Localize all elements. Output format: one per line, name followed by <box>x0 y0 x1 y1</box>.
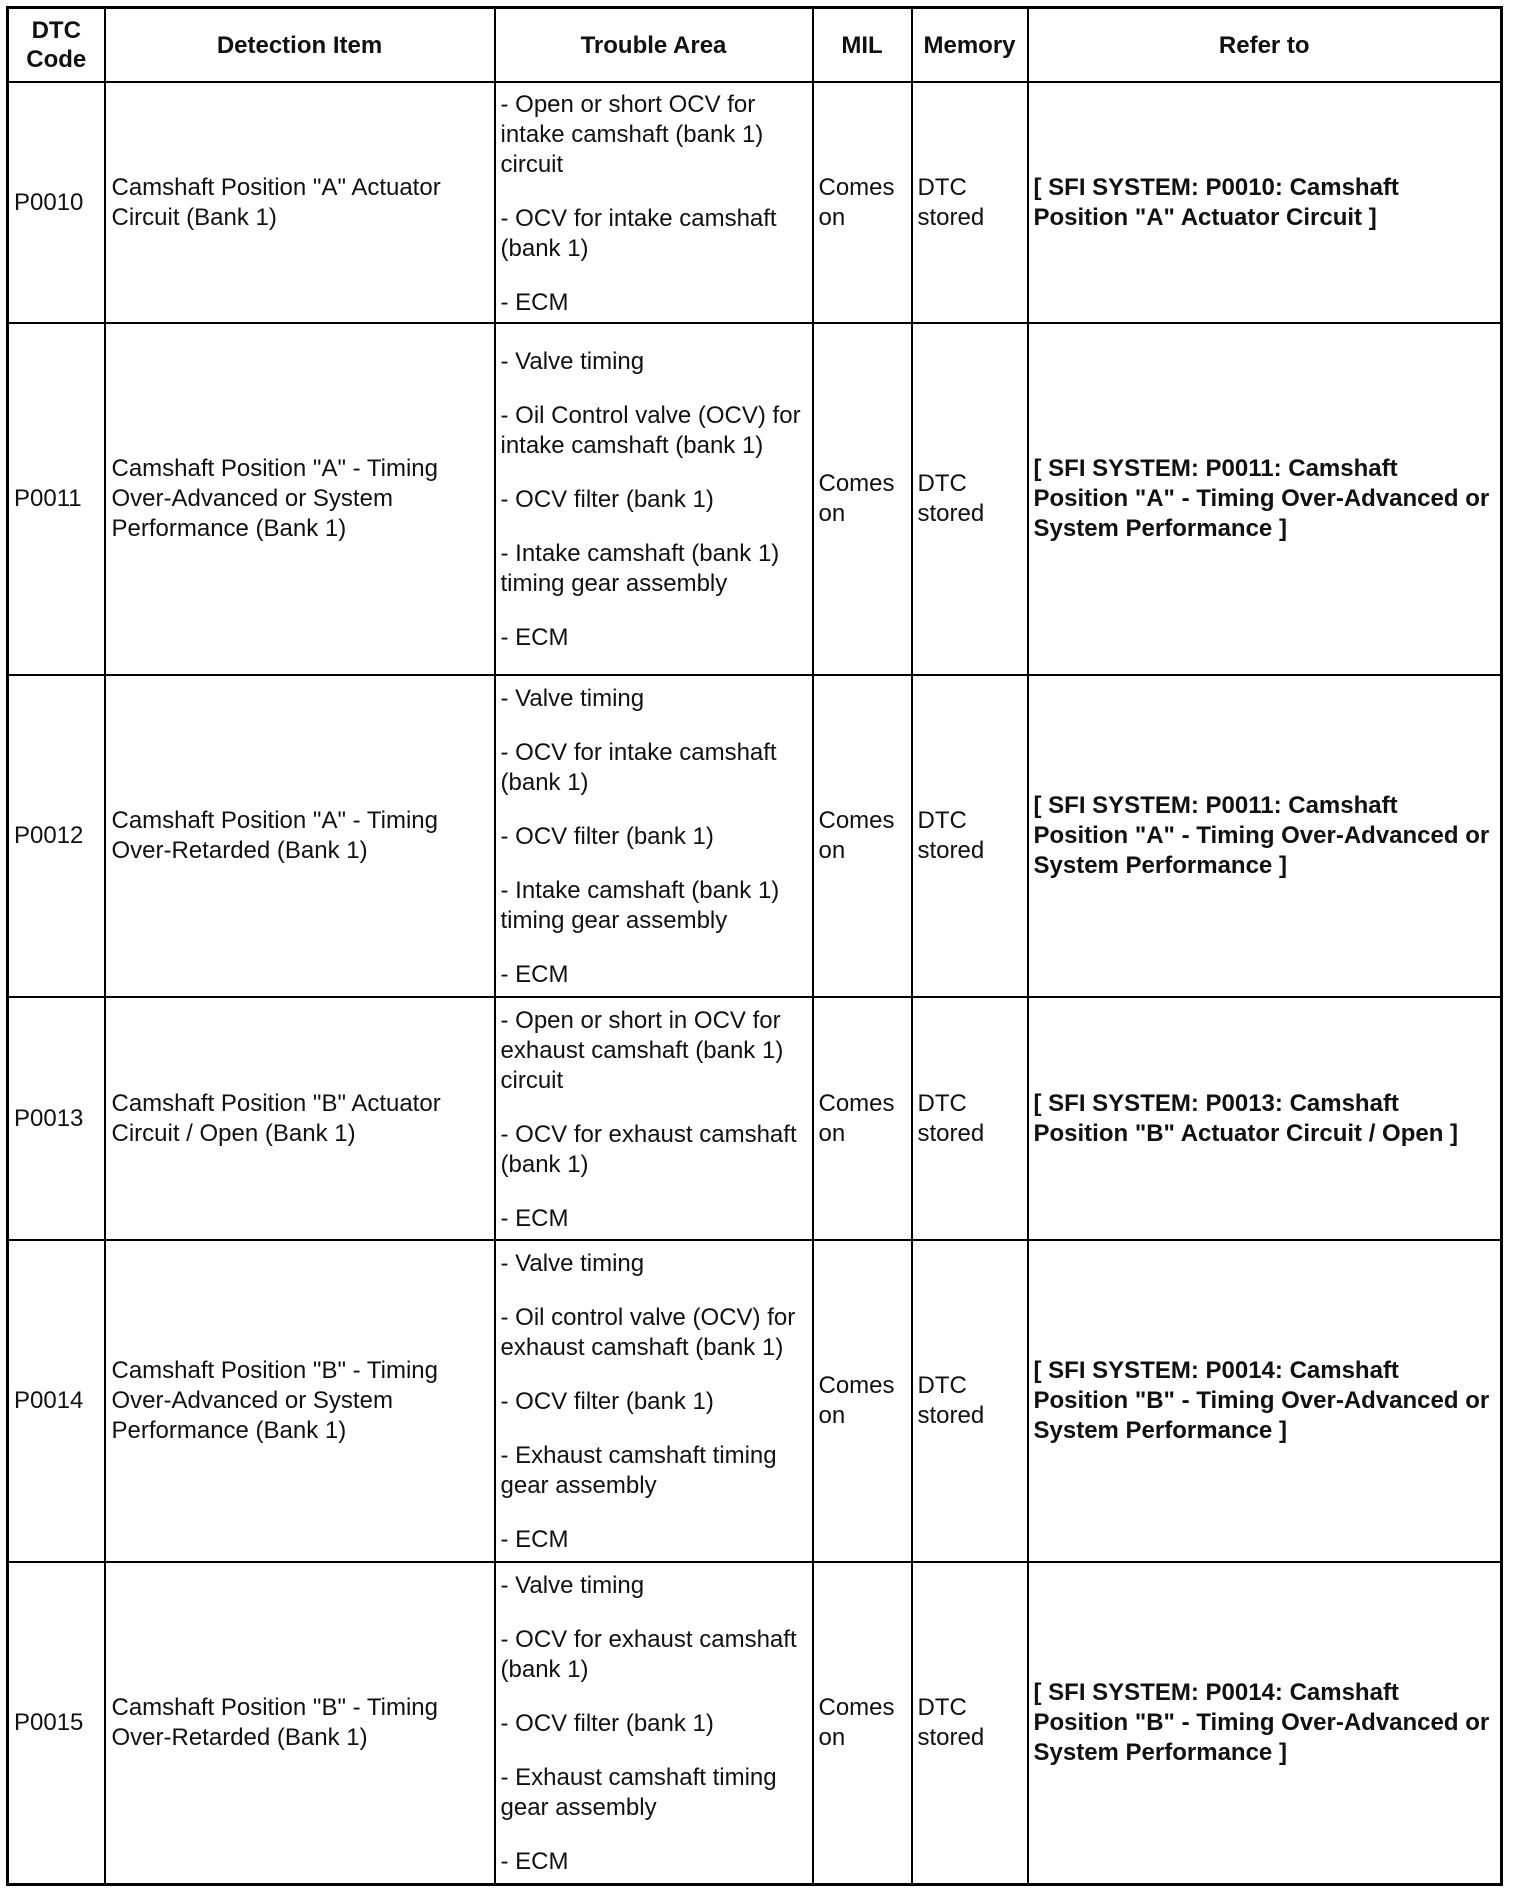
trouble-item: - Valve timing <box>500 685 645 712</box>
trouble-item: - ECM <box>500 961 569 988</box>
header-mil: MIL <box>813 8 912 83</box>
trouble-item: - OCV filter (bank 1) <box>500 823 714 850</box>
detection-item: Camshaft Position "B" - Timing Over-Advanced or System Performance (Bank 1) <box>105 1240 495 1562</box>
mil-status: Comes on <box>813 1240 912 1562</box>
memory-status: DTC stored <box>912 323 1028 675</box>
trouble-area <box>495 323 813 675</box>
mil-status: Comes on <box>813 323 912 675</box>
dtc-code: P0013 <box>8 997 105 1240</box>
trouble-item: - OCV filter (bank 1) <box>500 1388 714 1415</box>
refer-link[interactable]: [ SFI SYSTEM: P0011: Camshaft Position "A" - Timing Over-Advanced or System Performance ] <box>1028 323 1502 675</box>
table-row <box>8 675 1502 997</box>
header-trouble-area: Trouble Area <box>495 8 813 83</box>
trouble-item: - Valve timing <box>500 348 645 375</box>
header-dtc-code: DTC Code <box>8 8 105 83</box>
trouble-item: - Exhaust camshaft timing gear assembly <box>500 1763 777 1821</box>
trouble-item: - Valve timing <box>500 1571 645 1599</box>
dtc-code: P0014 <box>8 1240 105 1562</box>
trouble-item: - OCV for intake camshaft (bank 1) <box>500 739 777 796</box>
refer-link[interactable]: [ SFI SYSTEM: P0014: Camshaft Position "B" - Timing Over-Advanced or System Performance ] <box>1028 1562 1502 1884</box>
memory-status: DTC stored <box>912 675 1028 997</box>
table-row <box>8 997 1502 1240</box>
header-memory: Memory <box>912 8 1028 83</box>
detection-item: Camshaft Position "A" - Timing Over-Retarded (Bank 1) <box>105 675 495 997</box>
trouble-area <box>495 675 813 997</box>
trouble-item: - ECM <box>500 1526 569 1553</box>
trouble-item: - ECM <box>500 288 569 316</box>
trouble-item: - OCV for intake camshaft (bank 1) <box>500 204 777 262</box>
memory-status: DTC stored <box>912 1240 1028 1562</box>
mil-status: Comes on <box>813 997 912 1240</box>
trouble-item: - OCV for exhaust camshaft (bank 1) <box>500 1625 797 1683</box>
trouble-item: - Open or short in OCV for exhaust camshaft (bank 1) circuit <box>500 1006 784 1094</box>
trouble-item: - Exhaust camshaft timing gear assembly <box>500 1442 777 1499</box>
dtc-code: P0012 <box>8 675 105 997</box>
refer-link[interactable]: [ SFI SYSTEM: P0010: Camshaft Position "A" Actuator Circuit ] <box>1028 82 1502 323</box>
trouble-area <box>495 1562 813 1884</box>
dtc-table <box>6 6 1503 1886</box>
trouble-item: - Open or short OCV for intake camshaft (bank 1) circuit <box>500 90 764 178</box>
dtc-code: P0010 <box>8 82 105 323</box>
trouble-item: - Intake camshaft (bank 1) timing gear assembly <box>500 540 780 597</box>
mil-status: Comes on <box>813 82 912 323</box>
trouble-area <box>495 1240 813 1562</box>
detection-item: Camshaft Position "A" - Timing Over-Advanced or System Performance (Bank 1) <box>105 323 495 675</box>
dtc-code: P0011 <box>8 323 105 675</box>
detection-item: Camshaft Position "B" - Timing Over-Retarded (Bank 1) <box>105 1562 495 1884</box>
trouble-item: - Valve timing <box>500 1250 645 1277</box>
refer-link[interactable]: [ SFI SYSTEM: P0013: Camshaft Position "B" Actuator Circuit / Open ] <box>1028 997 1502 1240</box>
trouble-item: - OCV for exhaust camshaft (bank 1) <box>500 1120 797 1178</box>
trouble-item: - ECM <box>500 624 569 651</box>
table-row <box>8 1240 1502 1562</box>
memory-status: DTC stored <box>912 1562 1028 1884</box>
trouble-item: - ECM <box>500 1847 569 1875</box>
table-row <box>8 1562 1502 1884</box>
mil-status: Comes on <box>813 675 912 997</box>
memory-status: DTC stored <box>912 997 1028 1240</box>
trouble-item: - ECM <box>500 1204 569 1232</box>
trouble-item: - Oil Control valve (OCV) for intake camshaft (bank 1) <box>500 402 801 459</box>
header-row <box>8 8 1502 83</box>
table-row <box>8 82 1502 323</box>
trouble-item: - OCV filter (bank 1) <box>500 1709 714 1737</box>
header-refer-to: Refer to <box>1028 8 1502 83</box>
trouble-item: - Intake camshaft (bank 1) timing gear assembly <box>500 877 780 934</box>
table-row <box>8 323 1502 675</box>
header-detection-item: Detection Item <box>105 8 495 83</box>
trouble-area <box>495 997 813 1240</box>
mil-status: Comes on <box>813 1562 912 1884</box>
refer-link[interactable]: [ SFI SYSTEM: P0011: Camshaft Position "A" - Timing Over-Advanced or System Performance ] <box>1028 675 1502 997</box>
trouble-item: - OCV filter (bank 1) <box>500 486 714 513</box>
dtc-code: P0015 <box>8 1562 105 1884</box>
detection-item: Camshaft Position "B" Actuator Circuit / Open (Bank 1) <box>105 997 495 1240</box>
memory-status: DTC stored <box>912 82 1028 323</box>
trouble-area <box>495 82 813 323</box>
trouble-item: - Oil control valve (OCV) for exhaust camshaft (bank 1) <box>500 1304 796 1361</box>
refer-link[interactable]: [ SFI SYSTEM: P0014: Camshaft Position "B" - Timing Over-Advanced or System Performance ] <box>1028 1240 1502 1562</box>
detection-item: Camshaft Position "A" Actuator Circuit (Bank 1) <box>105 82 495 323</box>
